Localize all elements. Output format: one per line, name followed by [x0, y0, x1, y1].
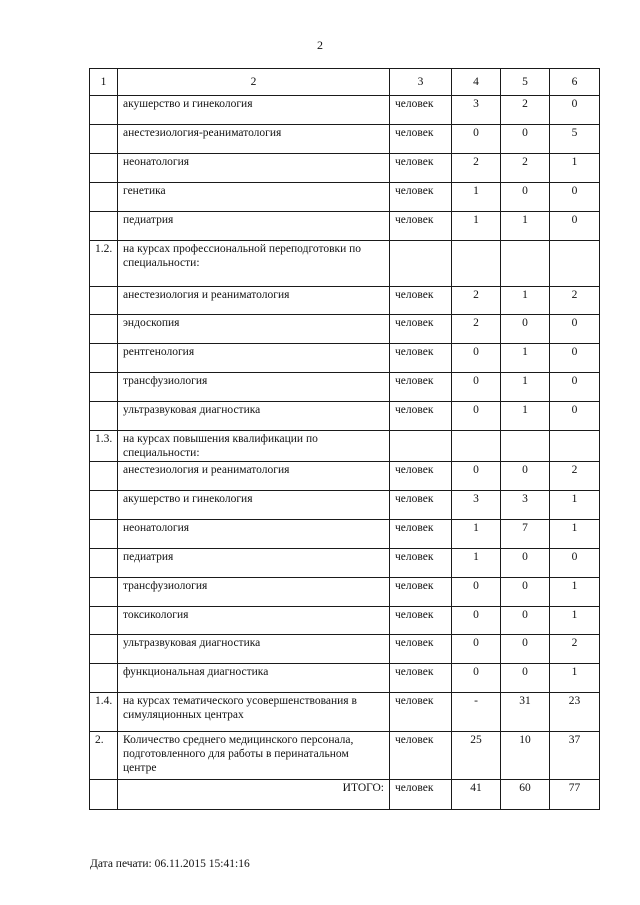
row-value-6: 0 [550, 183, 600, 212]
row-value-4: 1 [452, 549, 501, 578]
row-label: эндоскопия [118, 315, 390, 344]
row-value-5: 0 [501, 607, 550, 635]
table-row [90, 732, 600, 780]
row-value-6: 0 [550, 344, 600, 373]
total-label: ИТОГО: [118, 780, 390, 810]
row-value-5: 0 [501, 315, 550, 344]
row-value-6: 23 [550, 693, 600, 732]
row-number [90, 607, 118, 635]
row-value-6: 0 [550, 373, 600, 402]
row-value-6 [550, 241, 600, 287]
row-label: функциональная диагностика [118, 664, 390, 693]
row-number [90, 578, 118, 607]
row-unit: человек [390, 154, 452, 183]
row-label: акушерство и гинекология [118, 96, 390, 125]
row-value-6: 2 [550, 462, 600, 491]
row-value-4: 0 [452, 462, 501, 491]
row-number [90, 635, 118, 664]
row-label: ультразвуковая диагностика [118, 635, 390, 664]
row-value-6: 1 [550, 664, 600, 693]
row-value-6: 1 [550, 607, 600, 635]
row-value-6: 0 [550, 212, 600, 241]
row-value-5: 1 [501, 212, 550, 241]
row-value-6 [550, 431, 600, 462]
row-value-4: 1 [452, 183, 501, 212]
row-label: анестезиология и реаниматология [118, 287, 390, 315]
row-value-4: 2 [452, 154, 501, 183]
row-value-4: - [452, 693, 501, 732]
row-number: 1.3. [90, 431, 118, 462]
table-row [90, 96, 600, 125]
table-row [90, 431, 600, 462]
row-value-4: 2 [452, 287, 501, 315]
row-value-5: 0 [501, 183, 550, 212]
row-value-4: 0 [452, 373, 501, 402]
table-row [90, 183, 600, 212]
row-number [90, 462, 118, 491]
row-unit: человек [390, 373, 452, 402]
total-value-5: 60 [501, 780, 550, 810]
row-label: неонатология [118, 154, 390, 183]
header-cell: 2 [118, 69, 390, 96]
row-value-6: 1 [550, 578, 600, 607]
row-value-4: 0 [452, 664, 501, 693]
row-value-6: 1 [550, 154, 600, 183]
row-number [90, 373, 118, 402]
row-label: Количество среднего медицинского персонала, подготовленного для работы в перинатальном центре [118, 732, 390, 780]
row-value-4 [452, 241, 501, 287]
table-row [90, 491, 600, 520]
row-number: 1.4. [90, 693, 118, 732]
row-label: на курсах повышения квалификации по специальности: [118, 431, 390, 462]
row-number [90, 154, 118, 183]
row-unit: человек [390, 96, 452, 125]
table-row [90, 154, 600, 183]
row-number: 1.2. [90, 241, 118, 287]
row-number [90, 212, 118, 241]
row-number [90, 402, 118, 431]
table-row [90, 125, 600, 154]
row-label: токсикология [118, 607, 390, 635]
row-number [90, 183, 118, 212]
header-cell: 1 [90, 69, 118, 96]
header-cell: 4 [452, 69, 501, 96]
row-label: неонатология [118, 520, 390, 549]
row-value-5: 0 [501, 549, 550, 578]
row-value-4: 25 [452, 732, 501, 780]
print-date: Дата печати: 06.11.2015 15:41:16 [90, 858, 250, 870]
row-number [90, 287, 118, 315]
row-value-5: 1 [501, 402, 550, 431]
row-unit: человек [390, 732, 452, 780]
row-value-6: 2 [550, 287, 600, 315]
row-unit [390, 241, 452, 287]
row-number [90, 664, 118, 693]
table-row [90, 520, 600, 549]
row-number: 2. [90, 732, 118, 780]
table-row [90, 693, 600, 732]
row-number [90, 549, 118, 578]
table-row [90, 241, 600, 287]
row-value-5: 0 [501, 635, 550, 664]
row-unit: человек [390, 125, 452, 154]
row-label: анестезиология-реаниматология [118, 125, 390, 154]
row-unit: человек [390, 693, 452, 732]
row-number [90, 520, 118, 549]
row-label: на курсах тематического усовершенствования в симуляционных центрах [118, 693, 390, 732]
header-cell: 3 [390, 69, 452, 96]
row-value-6: 0 [550, 315, 600, 344]
row-unit: человек [390, 183, 452, 212]
table-row [90, 664, 600, 693]
row-value-6: 5 [550, 125, 600, 154]
row-unit: человек [390, 315, 452, 344]
row-value-5: 0 [501, 125, 550, 154]
table-row [90, 373, 600, 402]
row-unit: человек [390, 287, 452, 315]
table-row [90, 212, 600, 241]
row-unit: человек [390, 664, 452, 693]
row-value-5: 1 [501, 287, 550, 315]
row-unit: человек [390, 462, 452, 491]
total-row [90, 780, 600, 810]
row-value-4: 2 [452, 315, 501, 344]
row-value-6: 2 [550, 635, 600, 664]
row-label: акушерство и гинекология [118, 491, 390, 520]
row-value-4: 1 [452, 520, 501, 549]
total-value-6: 77 [550, 780, 600, 810]
header-cell: 5 [501, 69, 550, 96]
row-value-6: 0 [550, 96, 600, 125]
row-label: на курсах профессиональной переподготовки по специальности: [118, 241, 390, 287]
row-value-5: 2 [501, 96, 550, 125]
row-value-4: 0 [452, 635, 501, 664]
row-value-5 [501, 431, 550, 462]
row-value-6: 0 [550, 549, 600, 578]
total-unit: человек [390, 780, 452, 810]
table-row [90, 344, 600, 373]
row-unit: человек [390, 344, 452, 373]
row-number [90, 491, 118, 520]
table-row [90, 462, 600, 491]
table-row [90, 578, 600, 607]
row-value-5: 31 [501, 693, 550, 732]
row-value-5: 1 [501, 373, 550, 402]
row-value-5: 0 [501, 462, 550, 491]
row-value-4: 0 [452, 578, 501, 607]
row-number [90, 344, 118, 373]
table-row [90, 287, 600, 315]
row-value-4 [452, 431, 501, 462]
row-unit [390, 431, 452, 462]
row-unit: человек [390, 212, 452, 241]
table-row [90, 315, 600, 344]
row-value-6: 37 [550, 732, 600, 780]
row-value-5: 0 [501, 664, 550, 693]
table-row [90, 549, 600, 578]
row-value-4: 0 [452, 402, 501, 431]
row-value-5: 3 [501, 491, 550, 520]
table-row [90, 402, 600, 431]
row-label: педиатрия [118, 549, 390, 578]
page-number: 2 [317, 38, 323, 52]
table-row [90, 635, 600, 664]
row-value-5: 1 [501, 344, 550, 373]
total-value-4: 41 [452, 780, 501, 810]
row-unit: человек [390, 635, 452, 664]
row-unit: человек [390, 578, 452, 607]
row-value-6: 0 [550, 402, 600, 431]
row-value-5: 2 [501, 154, 550, 183]
row-value-4: 0 [452, 607, 501, 635]
row-number [90, 315, 118, 344]
table-row [90, 607, 600, 635]
row-value-5: 10 [501, 732, 550, 780]
row-label: трансфузиология [118, 373, 390, 402]
row-label: генетика [118, 183, 390, 212]
report-table [89, 68, 600, 810]
row-value-4: 0 [452, 344, 501, 373]
row-label: педиатрия [118, 212, 390, 241]
row-unit: человек [390, 607, 452, 635]
row-unit: человек [390, 549, 452, 578]
row-value-4: 1 [452, 212, 501, 241]
row-value-5: 7 [501, 520, 550, 549]
row-value-4: 0 [452, 125, 501, 154]
row-label: рентгенология [118, 344, 390, 373]
row-label: трансфузиология [118, 578, 390, 607]
row-number [90, 125, 118, 154]
row-value-6: 1 [550, 520, 600, 549]
row-value-4: 3 [452, 96, 501, 125]
row-value-5 [501, 241, 550, 287]
row-number [90, 96, 118, 125]
total-num-cell [90, 780, 118, 810]
row-unit: человек [390, 520, 452, 549]
row-unit: человек [390, 402, 452, 431]
row-value-4: 3 [452, 491, 501, 520]
row-value-5: 0 [501, 578, 550, 607]
header-cell: 6 [550, 69, 600, 96]
row-label: ультразвуковая диагностика [118, 402, 390, 431]
table-header-row [90, 69, 600, 96]
row-label: анестезиология и реаниматология [118, 462, 390, 491]
row-value-6: 1 [550, 491, 600, 520]
row-unit: человек [390, 491, 452, 520]
